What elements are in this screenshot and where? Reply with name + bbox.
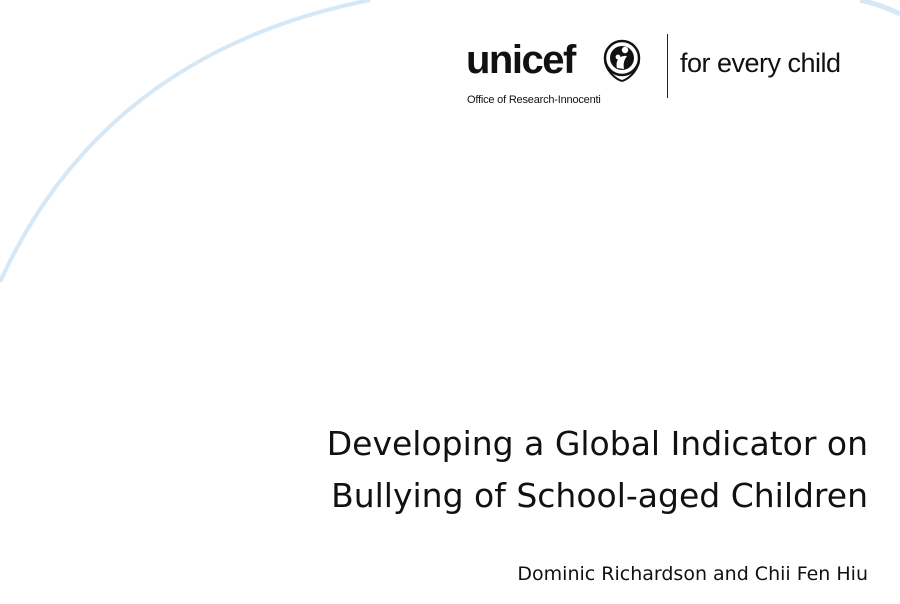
logo-divider [667,34,668,98]
tagline: for every child [680,48,841,78]
unicef-wordmark: unicef [466,38,575,82]
title-line-1: Developing a Global Indicator on [326,424,868,463]
title-line-2: Bullying of School-aged Children [331,476,868,515]
document-title [327,418,868,522]
office-name: Office of Research-Innocenti [467,94,601,106]
document-authors: Dominic Richardson and Chii Fen Hiu [517,563,868,585]
unicef-logo [466,34,870,114]
unicef-emblem-icon [600,38,644,84]
